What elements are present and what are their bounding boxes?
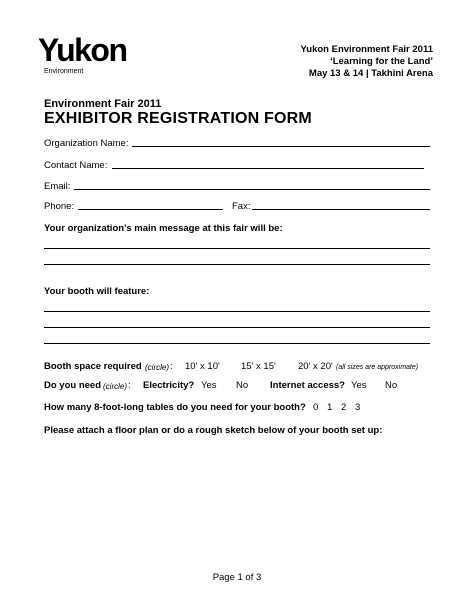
feature-line-1[interactable] (44, 311, 430, 312)
tables-option-1[interactable]: 1 (327, 402, 333, 413)
yukon-logo: Yukon (38, 32, 127, 68)
needs-row (44, 380, 444, 392)
feature-heading: Your booth will feature: (44, 286, 150, 297)
page-title: EXHIBITOR REGISTRATION FORM (44, 110, 312, 127)
contact-field[interactable] (112, 168, 424, 169)
fair-name: Environment Fair 2011 (44, 98, 162, 110)
phone-label: Phone: (44, 201, 75, 212)
fax-label: Fax: (232, 201, 251, 212)
electricity-yes[interactable]: Yes (201, 380, 217, 391)
needs-circle-hint: (circle) (103, 382, 127, 391)
booth-circle-hint: (circle) (145, 363, 169, 372)
internet-no[interactable]: No (385, 380, 398, 391)
booth-size-note: (all sizes are approximate) (336, 364, 419, 371)
sketch-instruction: Please attach a floor plan or do a rough sketch below of your booth set up: (44, 425, 383, 436)
booth-option-20[interactable]: 20' x 20' (298, 361, 333, 372)
internet-yes[interactable]: Yes (351, 380, 367, 391)
feature-line-3[interactable] (44, 343, 430, 344)
fax-field[interactable] (252, 209, 430, 210)
internet-label: Internet access? (270, 380, 345, 391)
booth-space-label: Booth space required (44, 361, 142, 372)
electricity-label: Electricity? (143, 380, 195, 391)
email-field[interactable] (74, 189, 430, 190)
message-line-1[interactable] (44, 248, 430, 249)
needs-colon: : (128, 380, 131, 391)
tables-question: How many 8-foot-long tables do you need for your booth? (44, 402, 306, 413)
needs-label: Do you need (44, 380, 102, 391)
organization-field[interactable] (132, 146, 430, 147)
organization-label: Organization Name: (44, 138, 129, 149)
contact-label: Contact Name: (44, 160, 108, 171)
page-number: Page 1 of 3 (212, 572, 262, 583)
tables-row (44, 402, 444, 414)
logo-subtitle: Environment (44, 68, 84, 75)
booth-space-row (44, 361, 444, 373)
booth-option-15[interactable]: 15' x 15' (241, 361, 276, 372)
booth-colon: : (170, 361, 173, 372)
tables-option-2[interactable]: 2 (341, 402, 347, 413)
tables-option-3[interactable]: 3 (355, 402, 361, 413)
feature-line-2[interactable] (44, 327, 430, 328)
phone-field[interactable] (78, 209, 223, 210)
header-line-3: May 13 & 14 | Takhini Arena (308, 68, 433, 79)
message-line-2[interactable] (44, 264, 430, 265)
email-label: Email: (44, 181, 71, 192)
message-heading: Your organization’s main message at this fair will be: (44, 223, 283, 234)
header-line-2: ‘Learning for the Land’ (330, 56, 433, 67)
booth-option-10[interactable]: 10' x 10' (185, 361, 220, 372)
tables-option-0[interactable]: 0 (313, 402, 319, 413)
electricity-no[interactable]: No (236, 380, 249, 391)
header-line-1: Yukon Environment Fair 2011 (300, 44, 433, 55)
